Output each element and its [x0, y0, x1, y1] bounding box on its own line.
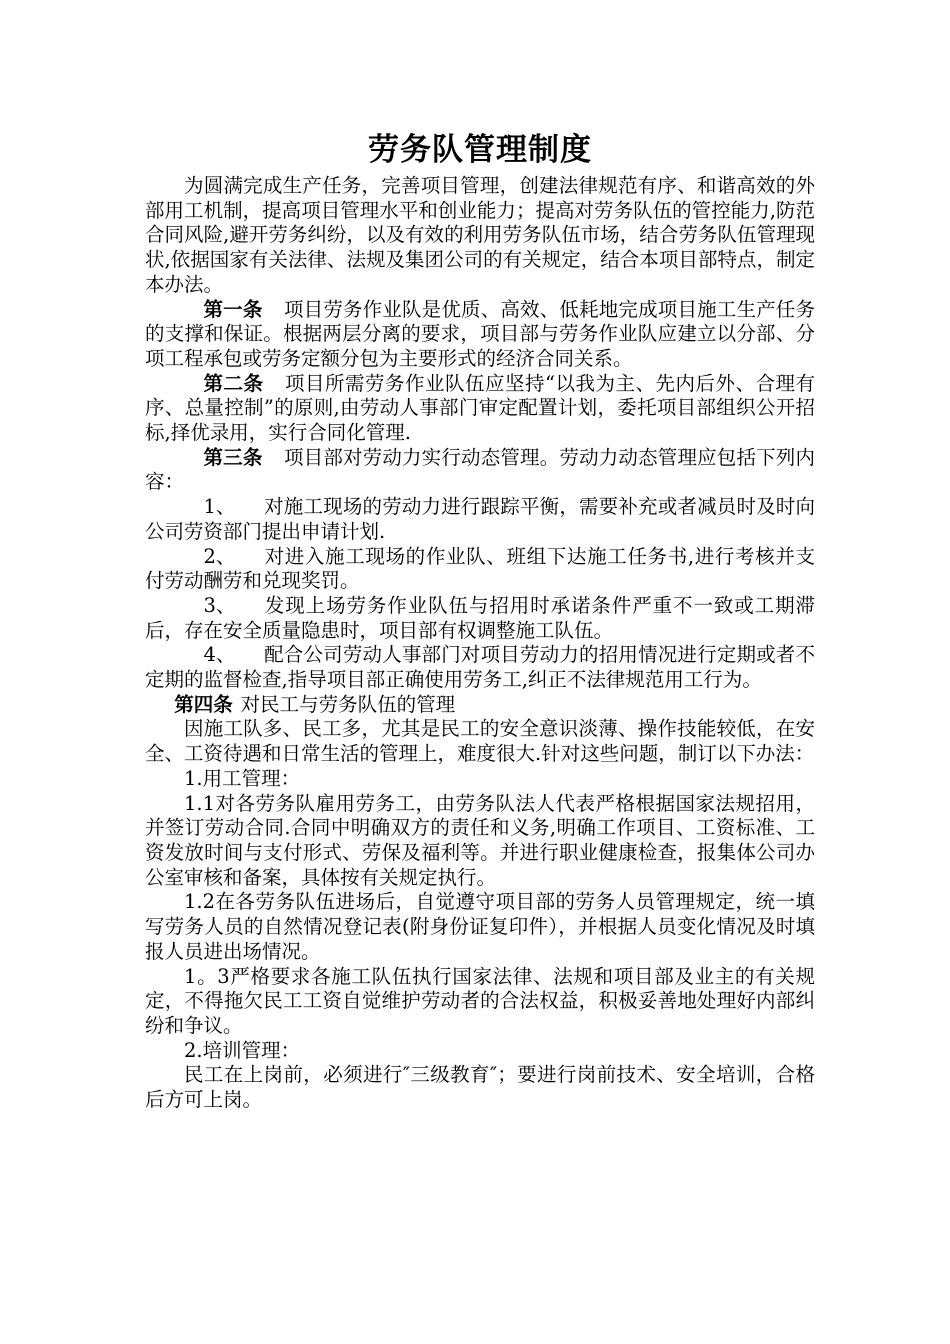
- article-2-text: 项目所需劳务作业队伍应坚持“以我为主、先内后外、合理有序、总量控制”的原则,由劳动人事部门审定配置计划，委托项目部组织公开招标,择优录用，实行合同化管理.: [145, 371, 815, 445]
- article-3-text: 项目部对劳动力实行动态管理。劳动力动态管理应包括下列内容：: [145, 445, 815, 494]
- section-heading-training: 2.培训管理：: [184, 1038, 301, 1062]
- article-1-text: 项目劳务作业队是优质、高效、低耗地完成项目施工生产任务的支撑和保证。根据两层分离的要求，项目部与劳务作业队应建立以分部、分项工程承包或劳务定额分包为主要形式的经济合同关系。: [145, 297, 815, 370]
- list-item: [145, 495, 815, 544]
- article-2-label: 第二条: [203, 371, 264, 395]
- article-3: [145, 446, 815, 495]
- list-item-text: 发现上场劳务作业队伍与招用时承诺条件严重不一致或工期滞后，存在安全质量隐患时，项目部有权调整施工队伍。: [145, 593, 815, 642]
- list-item-text: 对施工现场的劳动力进行跟踪平衡，需要补充或者减员时及时向公司劳资部门提出申请计划.: [145, 495, 815, 543]
- document-title: 劳务队管理制度: [368, 132, 592, 168]
- document-page: [145, 126, 815, 1113]
- list-item-text: 配合公司劳动人事部门对项目劳动力的招用情况进行定期或者不定期的监督检查,指导项目部正确使用劳务工,纠正不法律规范用工行为。: [145, 643, 815, 692]
- list-item: [145, 594, 815, 643]
- article-4-label: 第四条: [174, 692, 233, 716]
- article-2: [145, 372, 815, 446]
- article-1-label: 第一条: [203, 297, 263, 321]
- list-item: [145, 643, 815, 692]
- training-paragraph: 民工在上岗前，必须进行″三级教育″；要进行岗前技术、安全培训，合格后方可上岗。: [145, 1063, 815, 1112]
- section-heading-employment: 1.用工管理：: [184, 766, 301, 790]
- intro-paragraph: 为圆满完成生产任务，完善项目管理，创建法律规范有序、和谐高效的外部用工机制，提高项目管理水平和创业能力；提高对劳务队伍的管控能力,防范合同风险,避开劳务纠纷，以及有效的利用劳务队伍市场，结合劳务队伍管理现状,依据国家有关法律、法规及集团公司的有关规定，结合本项目部特点，制定本办法。: [145, 174, 815, 296]
- article-1: [145, 298, 815, 372]
- article-4: [145, 693, 815, 718]
- clause-1-3: 1。3严格要求各施工队伍执行国家法律、法规和项目部及业主的有关规定，不得拖欠民工工资自觉维护劳动者的合法权益，积极妥善地处理好内部纠纷和争议。: [145, 964, 815, 1037]
- list-item-number: 3、: [203, 593, 236, 617]
- list-item: [145, 545, 815, 594]
- clause-1-1: 1.1对各劳务队雇用劳务工，由劳务队法人代表严格根据国家法规招用，并签订劳动合同.合同中明确双方的责任和义务,明确工作项目、工资标准、工资发放时间与支付形式、劳保及福利等。并进行职业健康检查，报集体公司办公室审核和备案，具体按有关规定执行。: [145, 791, 815, 889]
- article-4-intro: 因施工队多、民工多，尤其是民工的安全意识淡薄、操作技能较低，在安全、工资待遇和日常生活的管理上，难度很大.针对这些问题，制订以下办法：: [145, 717, 815, 766]
- article-4-text: 对民工与劳务队伍的管理: [240, 692, 456, 716]
- clause-1-2: 1.2在各劳务队伍进场后，自觉遵守项目部的劳务人员管理规定，统一填写劳务人员的自然情况登记表(附身份证复印件），并根据人员变化情况及时填报人员进出场情况。: [145, 890, 815, 963]
- article-3-label: 第三条: [203, 445, 263, 469]
- list-item-text: 对进入施工现场的作业队、班组下达施工任务书,进行考核并支付劳动酬劳和兑现奖罚。: [145, 544, 815, 593]
- list-item-number: 2、: [203, 544, 236, 568]
- list-item-number: 1、: [203, 495, 236, 519]
- list-item-number: 4、: [203, 643, 236, 667]
